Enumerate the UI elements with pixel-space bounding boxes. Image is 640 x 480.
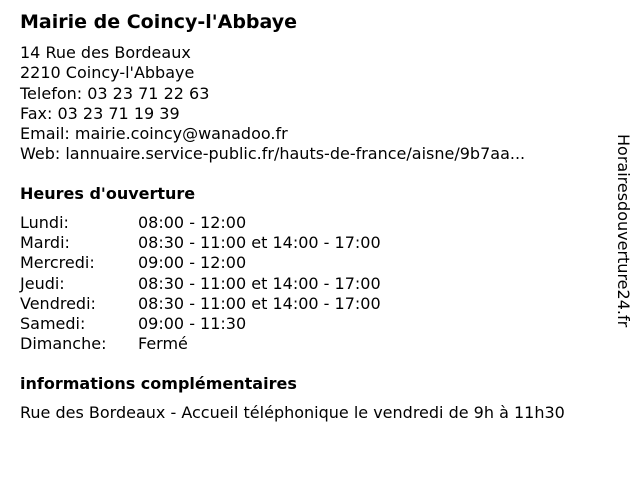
hours-row bbox=[20, 253, 381, 273]
day-label: Jeudi: bbox=[20, 273, 65, 293]
hours-value: Fermé bbox=[138, 334, 188, 354]
day-label: Samedi: bbox=[20, 314, 86, 334]
hours-row bbox=[20, 213, 381, 233]
hours-row bbox=[20, 314, 381, 334]
address-block bbox=[20, 43, 525, 165]
hours-value: 08:00 - 12:00 bbox=[138, 213, 247, 232]
phone-number: Telefon: 03 23 71 22 63 bbox=[20, 83, 210, 103]
fax-number: Fax: 03 23 71 19 39 bbox=[20, 103, 180, 123]
hours-value: 08:30 - 11:00 et 14:00 - 17:00 bbox=[138, 293, 381, 313]
opening-hours-heading: Heures d'ouverture bbox=[20, 184, 196, 203]
hours-value: 09:00 - 12:00 bbox=[138, 253, 247, 273]
additional-info-heading: informations complémentaires bbox=[20, 374, 297, 393]
additional-info-text: Rue des Bordeaux - Accueil téléphonique le vendredi de 9h à 11h30 bbox=[20, 403, 565, 422]
day-label: Dimanche: bbox=[20, 334, 107, 354]
street-address: 14 Rue des Bordeaux bbox=[20, 43, 191, 62]
page-title: Mairie de Coincy-l'Abbaye bbox=[20, 11, 298, 33]
hours-value: 08:30 - 11:00 et 14:00 - 17:00 bbox=[138, 273, 381, 293]
hours-row bbox=[20, 294, 381, 314]
day-label: Mardi: bbox=[20, 233, 70, 253]
email-address: Email: mairie.coincy@wanadoo.fr bbox=[20, 124, 288, 144]
city-address: 2210 Coincy-l'Abbaye bbox=[20, 63, 195, 83]
opening-hours-table bbox=[20, 213, 381, 354]
website-url: Web: lannuaire.service-public.fr/hauts-de-france/aisne/9b7aa... bbox=[20, 144, 526, 164]
day-label: Lundi: bbox=[20, 213, 69, 232]
day-label: Vendredi: bbox=[20, 293, 96, 313]
day-label: Mercredi: bbox=[20, 253, 95, 273]
site-watermark: Horairesdouverture24.fr bbox=[614, 134, 633, 328]
hours-row bbox=[20, 274, 381, 294]
hours-value: 08:30 - 11:00 et 14:00 - 17:00 bbox=[138, 233, 381, 253]
hours-row bbox=[20, 233, 381, 253]
hours-value: 09:00 - 11:30 bbox=[138, 314, 247, 334]
hours-row bbox=[20, 334, 381, 354]
